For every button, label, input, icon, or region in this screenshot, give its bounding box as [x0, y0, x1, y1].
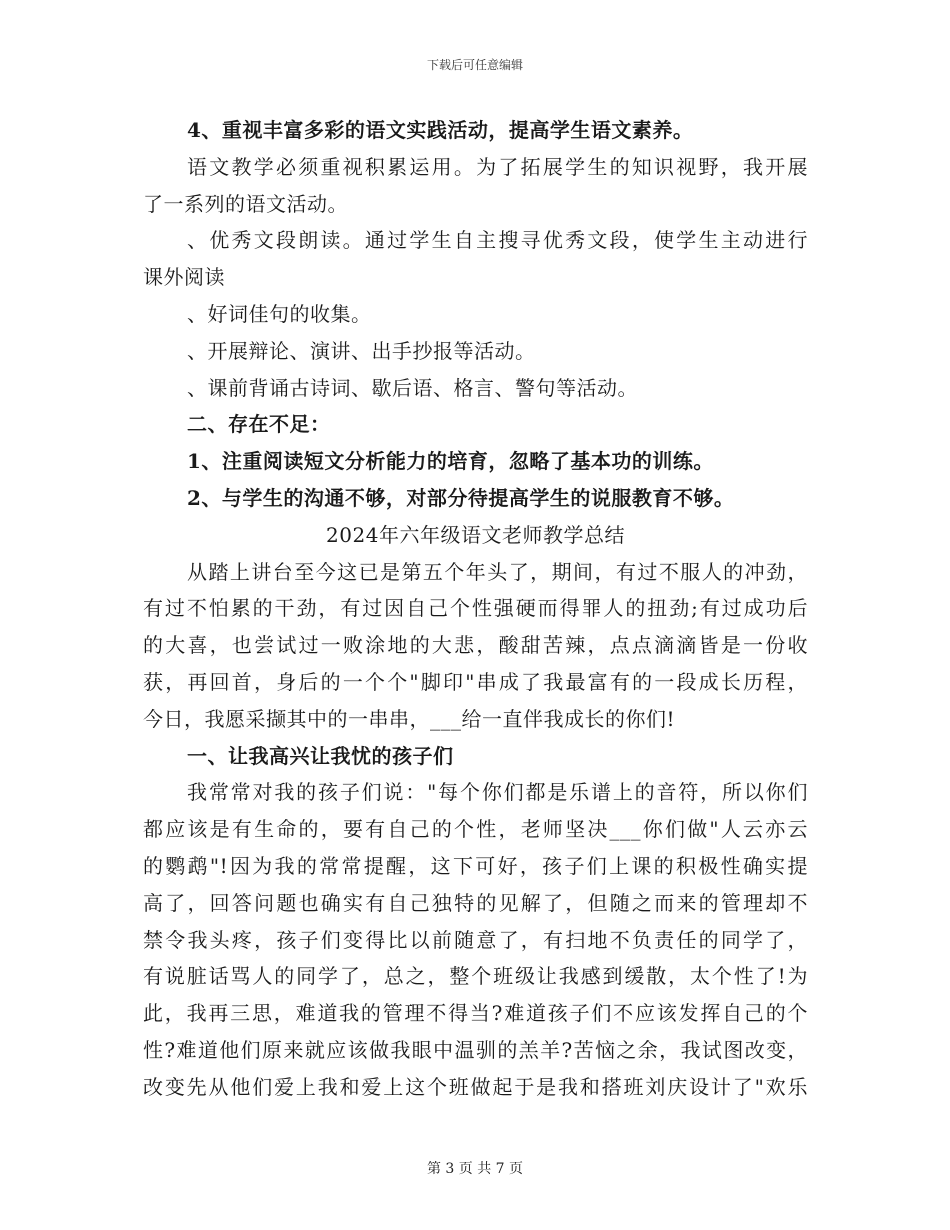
paragraph-line: 此，我再三思，难道我的管理不得当?难道孩子们不应该发挥自己的个: [143, 1001, 808, 1026]
paragraph-line: 语文教学必须重视积累运用。为了拓展学生的知识视野，我开展: [187, 154, 808, 179]
paragraph-line: 、课前背诵古诗词、歇后语、格言、警句等活动。: [187, 375, 638, 400]
shortcoming-item: 1、注重阅读短文分析能力的培育，忽略了基本功的训练。: [187, 449, 714, 474]
shortcoming-item: 2、与学生的沟通不够，对部分待提高学生的说服教育不够。: [187, 485, 735, 510]
document-body: [143, 112, 808, 1106]
paragraph-line: 从踏上讲台至今这已是第五个年头了，期间，有过不服人的冲劲，: [187, 559, 808, 584]
section-title: 2024年六年级语文老师教学总结: [326, 522, 625, 547]
paragraph-line: 课外阅读: [143, 265, 225, 290]
page-footer: 第 3 页 共 7 页: [426, 1161, 524, 1177]
paragraph-line: 了一系列的语文活动。: [143, 191, 348, 216]
heading-shortcomings: 二、存在不足：: [187, 412, 331, 437]
paragraph-line: 有说脏话骂人的同学了，总之，整个班级让我感到缓散，太个性了!为: [143, 964, 808, 989]
paragraph-line: 、好词佳句的收集。: [187, 301, 372, 326]
paragraph-line: 高了，回答问题也确实有自己独特的见解了，但随之而来的管理却不: [143, 890, 808, 915]
paragraph-line: 、优秀文段朗读。通过学生自主搜寻优秀文段，使学生主动进行: [187, 228, 808, 253]
heading-children: 一、让我高兴让我忧的孩子们: [187, 743, 454, 768]
paragraph-line: 、开展辩论、演讲、出手抄报等活动。: [187, 338, 536, 363]
paragraph-line: 的大喜，也尝试过一败涂地的大悲，酸甜苦辣，点点滴滴皆是一份收: [143, 633, 808, 658]
paragraph-line: 性?难道他们原来就应该做我眼中温驯的羔羊?苦恼之余，我试图改变，: [143, 1037, 808, 1062]
paragraph-line: 获，再回首，身后的一个个"脚印"串成了我最富有的一段成长历程，: [143, 669, 808, 694]
paragraph-line: 我常常对我的孩子们说："每个你们都是乐谱上的音符，所以你们: [187, 780, 808, 805]
paragraph-line: 改变先从他们爱上我和爱上这个班做起于是我和搭班刘庆设计了"欢乐: [143, 1074, 808, 1099]
paragraph-line: 都应该是有生命的，要有自己的个性，老师坚决___你们做"人云亦云: [143, 817, 808, 842]
page-header: 下载后可任意编辑: [426, 58, 523, 72]
paragraph-line: 禁令我头疼，孩子们变得比以前随意了，有扫地不负责任的同学了，: [143, 927, 808, 952]
paragraph-line: 有过不怕累的干劲，有过因自己个性强硬而得罪人的扭劲;有过成功后: [143, 596, 808, 621]
paragraph-line: 今日，我愿采撷其中的一串串，___给一直伴我成长的你们!: [143, 706, 676, 731]
paragraph-line: 的鹦鹉"!因为我的常常提醒，这下可好，孩子们上课的积极性确实提: [143, 853, 808, 878]
heading-4-practice: 4、重视丰富多彩的语文实践活动，提高学生语文素养。: [187, 118, 694, 142]
